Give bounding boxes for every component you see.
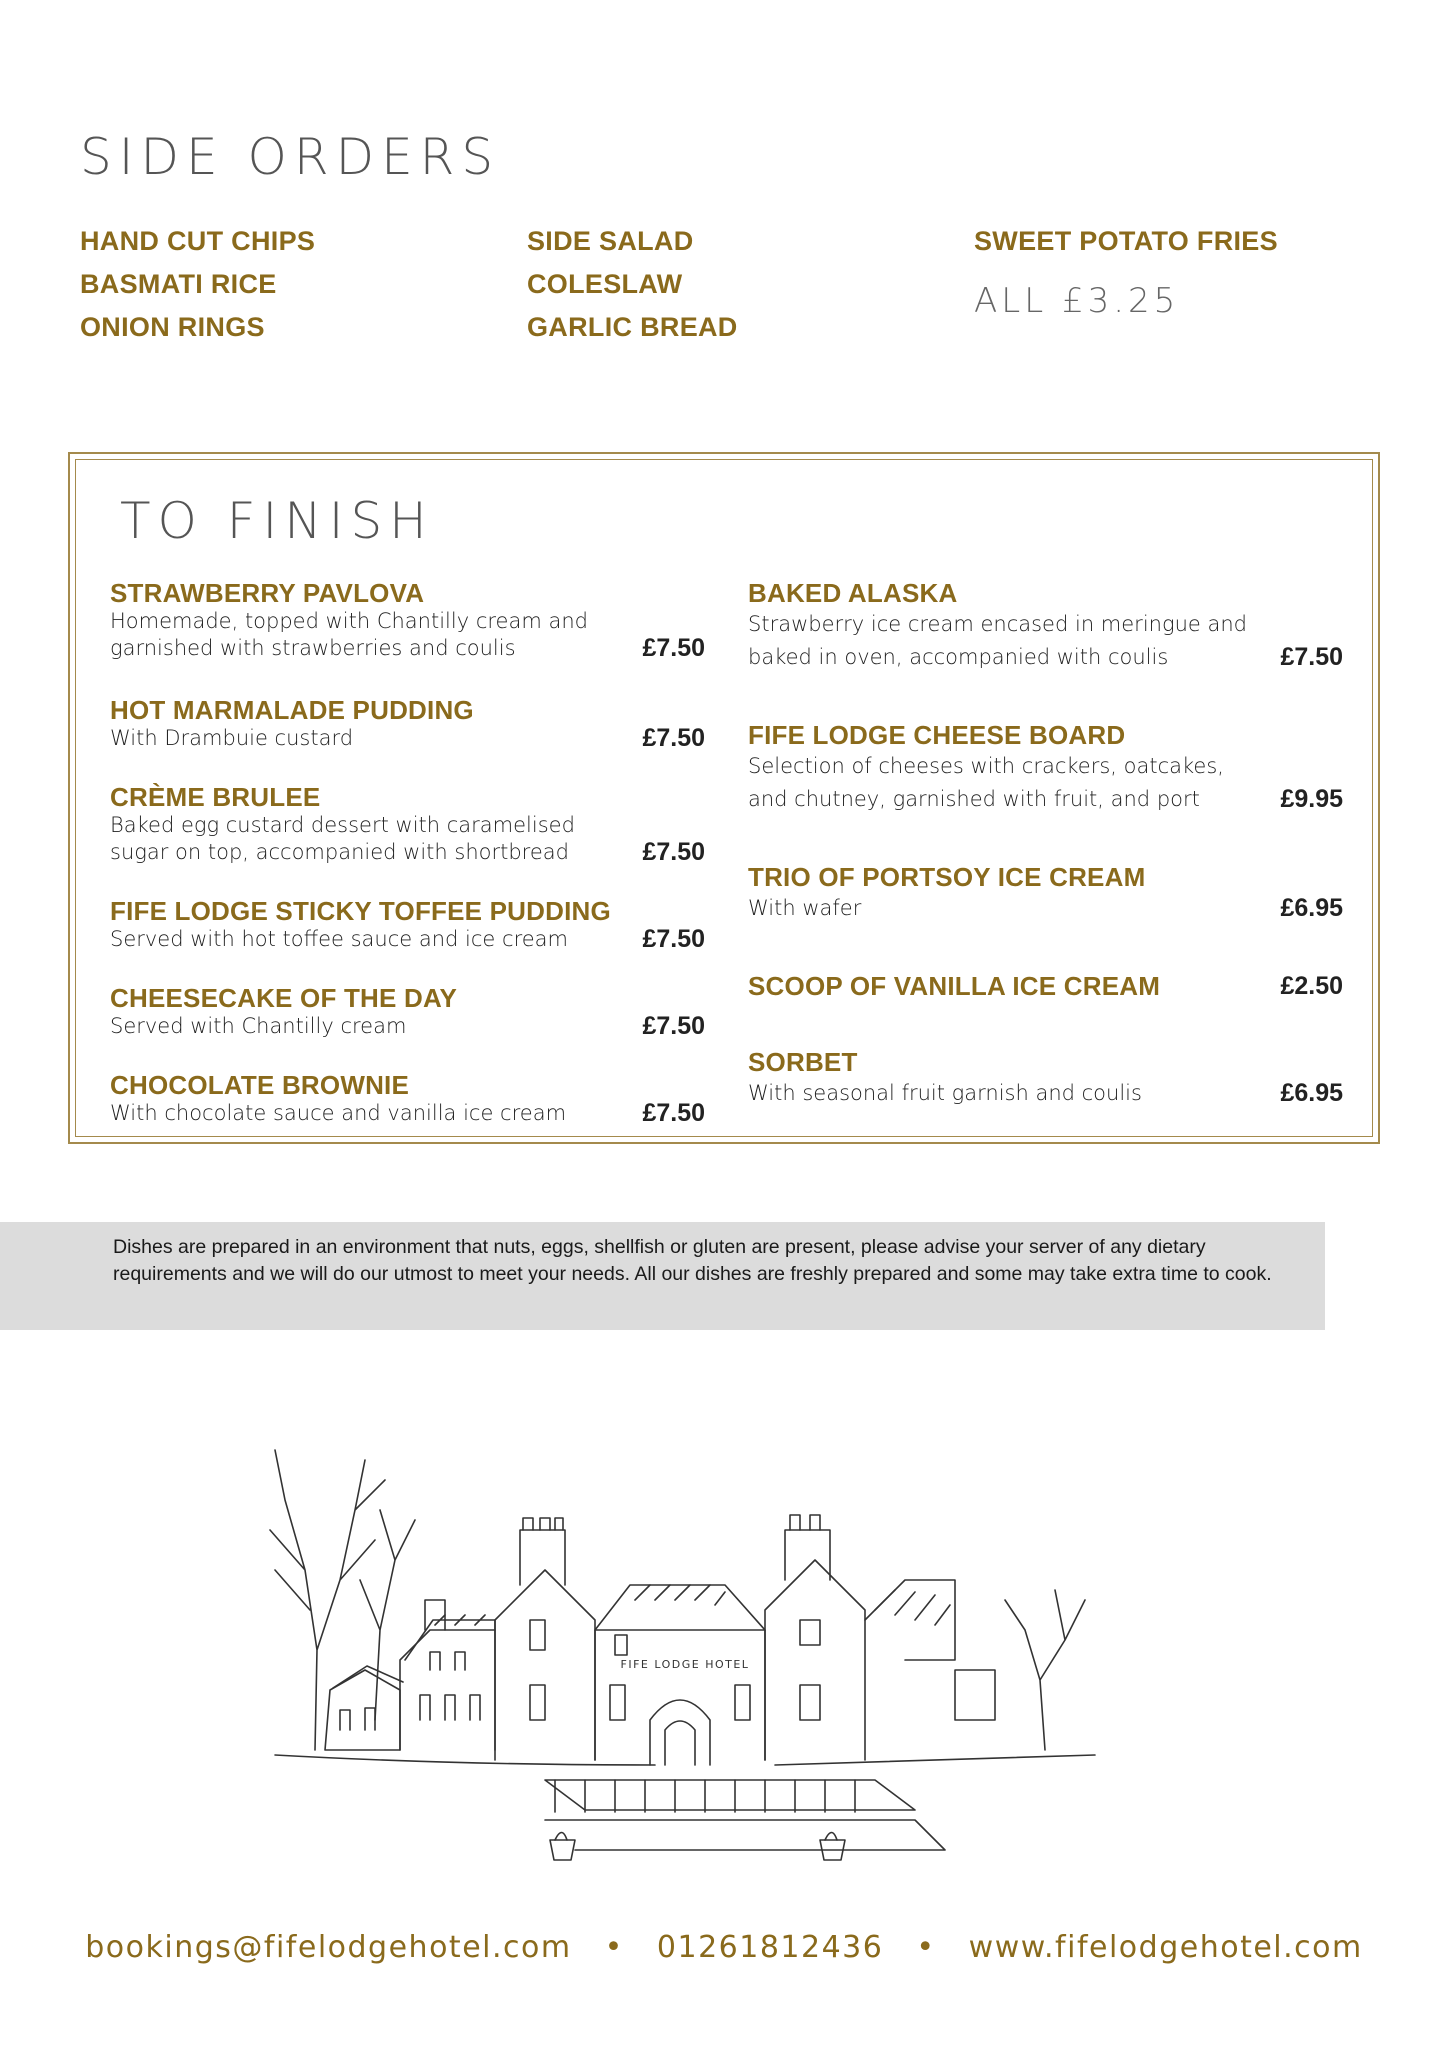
menu-item bbox=[748, 578, 1343, 674]
side-orders-title: SIDE ORDERS bbox=[80, 128, 501, 186]
menu-item-description: Strawberry ice cream encased in meringue and baked in oven, accompanied with coulis bbox=[748, 612, 1247, 669]
menu-item-name: HOT MARMALADE PUDDING bbox=[110, 695, 474, 725]
menu-item-price: £7.50 bbox=[642, 1012, 705, 1040]
menu-item-name: FIFE LODGE CHEESE BOARD bbox=[748, 720, 1126, 750]
side-orders-list bbox=[80, 220, 1380, 350]
menu-item-price: £2.50 bbox=[1280, 972, 1343, 1000]
menu-item-name: STRAWBERRY PAVLOVA bbox=[110, 578, 425, 608]
menu-item-description: With wafer bbox=[748, 896, 862, 920]
footer-separator: • bbox=[604, 1930, 624, 1965]
hotel-sign-text: FIFE LODGE HOTEL bbox=[620, 1658, 750, 1671]
allergen-notice bbox=[0, 1222, 1325, 1330]
menu-item bbox=[748, 720, 1343, 816]
menu-item bbox=[110, 1070, 705, 1127]
menu-item-price: £9.95 bbox=[1280, 785, 1343, 813]
side-item: SIDE SALAD bbox=[527, 226, 694, 256]
menu-item-description: With chocolate sauce and vanilla ice cream bbox=[110, 1101, 567, 1125]
menu-item-name: SORBET bbox=[748, 1047, 858, 1077]
side-orders-column-2 bbox=[527, 220, 738, 349]
menu-item-name: CHEESECAKE OF THE DAY bbox=[110, 983, 458, 1013]
contact-footer bbox=[0, 1930, 1448, 1965]
menu-item bbox=[110, 782, 705, 866]
menu-item bbox=[748, 862, 1343, 925]
menu-item bbox=[110, 695, 705, 752]
side-orders-price: ALL £3.25 bbox=[974, 281, 1180, 321]
menu-item bbox=[748, 1047, 1343, 1110]
menu-item bbox=[110, 896, 705, 953]
side-item: SWEET POTATO FRIES bbox=[974, 226, 1278, 256]
menu-item-name: SCOOP OF VANILLA ICE CREAM bbox=[748, 971, 1161, 1001]
menu-item-price: £7.50 bbox=[642, 634, 705, 662]
menu-item bbox=[110, 983, 705, 1040]
menu-item-price: £7.50 bbox=[642, 1099, 705, 1127]
side-orders-column-3 bbox=[974, 220, 1278, 321]
menu-item-price: £7.50 bbox=[642, 724, 705, 752]
side-orders-column-1 bbox=[80, 220, 315, 349]
menu-item-description: Homemade, topped with Chantilly cream and garnished with strawberries and coulis bbox=[110, 609, 588, 660]
menu-item-name: CRÈME BRULEE bbox=[110, 782, 321, 812]
menu-item-name: BAKED ALASKA bbox=[748, 578, 958, 608]
footer-separator: • bbox=[916, 1930, 936, 1965]
hotel-sketch-illustration bbox=[255, 1420, 1105, 1870]
footer-phone[interactable]: 01261812436 bbox=[656, 1930, 884, 1965]
menu-item-description: Served with Chantilly cream bbox=[110, 1014, 407, 1038]
menu-item-name: CHOCOLATE BROWNIE bbox=[110, 1070, 410, 1100]
menu-item bbox=[748, 971, 1343, 1001]
menu-item-name: TRIO OF PORTSOY ICE CREAM bbox=[748, 862, 1146, 892]
side-item: COLESLAW bbox=[527, 269, 683, 299]
side-item: ONION RINGS bbox=[80, 312, 265, 342]
footer-website[interactable]: www.fifelodgehotel.com bbox=[968, 1930, 1363, 1965]
footer-email[interactable]: bookings@fifelodgehotel.com bbox=[85, 1930, 572, 1965]
allergen-notice-text: Dishes are prepared in an environment that nuts, eggs, shellfish or gluten are present, please advise your server of any dietary requirements and we will do our utmost to meet your needs. All our dishes are freshly prepared and some may take extra time to cook. bbox=[113, 1236, 1272, 1285]
menu-item-price: £7.50 bbox=[1280, 643, 1343, 671]
menu-item-description: With seasonal fruit garnish and coulis bbox=[748, 1081, 1142, 1105]
menu-item-price: £6.95 bbox=[1280, 1079, 1343, 1107]
side-item: BASMATI RICE bbox=[80, 269, 277, 299]
menu-item-description: Served with hot toffee sauce and ice cream bbox=[110, 927, 568, 951]
menu-item-description: Baked egg custard dessert with caramelised sugar on top, accompanied with shortbread bbox=[110, 813, 575, 864]
menu-item-price: £6.95 bbox=[1280, 894, 1343, 922]
menu-item-description: Selection of cheeses with crackers, oatcakes, and chutney, garnished with fruit, and port bbox=[748, 754, 1224, 811]
to-finish-title: TO FINISH bbox=[120, 492, 434, 550]
side-item: HAND CUT CHIPS bbox=[80, 226, 316, 256]
menu-item-description: With Drambuie custard bbox=[110, 726, 354, 750]
menu-item-price: £7.50 bbox=[642, 925, 705, 953]
side-item: GARLIC BREAD bbox=[527, 312, 738, 342]
menu-item-price: £7.50 bbox=[642, 838, 705, 866]
menu-item-name: FIFE LODGE STICKY TOFFEE PUDDING bbox=[110, 896, 611, 926]
menu-item bbox=[110, 578, 705, 662]
dessert-column-right bbox=[748, 578, 1343, 1110]
dessert-column-left bbox=[110, 578, 705, 1127]
